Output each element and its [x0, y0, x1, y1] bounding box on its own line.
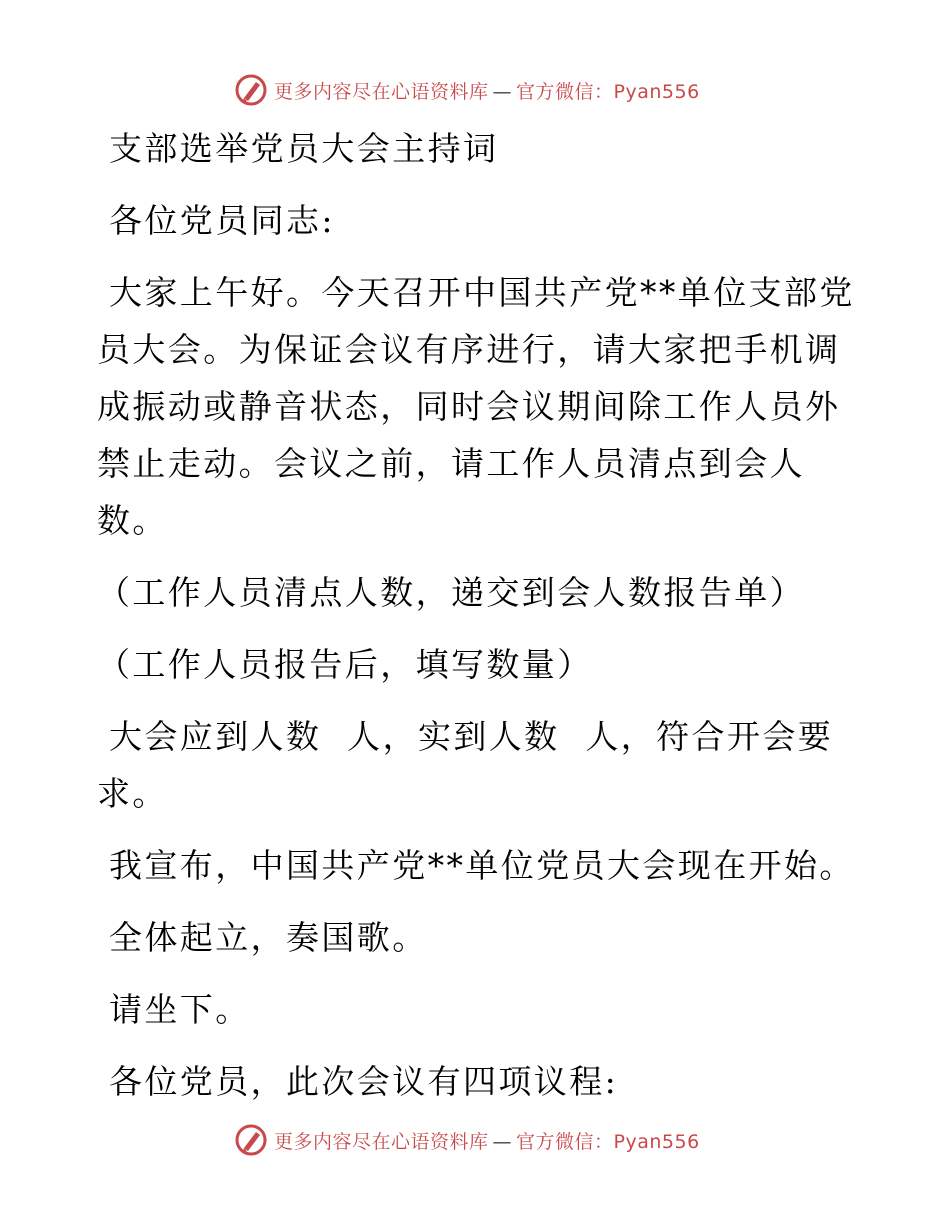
paragraph: 大家上午好。今天召开中国共产党**单位支部党员大会。为保证会议有序进行，请大家把手机调成振动或静音状态，同时会议期间除工作人员外禁止走动。会议之前，请工作人员清点到会人数。	[97, 273, 855, 540]
paragraph: 我宣布，中国共产党**单位党员大会现在开始。	[109, 846, 855, 885]
watermark-text: 更多内容尽在心语资料库 — 官方微信：Pyan556	[274, 1130, 700, 1153]
paragraph: 大会应到人数 人，实到人数 人，符合开会要求。	[97, 717, 834, 813]
footer-watermark	[234, 1122, 700, 1158]
pen-logo-icon	[234, 1123, 268, 1157]
paragraph: （工作人员报告后，填写数量）	[97, 645, 593, 684]
paragraph: 各位党员同志:	[109, 201, 335, 240]
paragraph: （工作人员清点人数，递交到会人数报告单）	[97, 573, 805, 612]
document-body	[97, 120, 867, 1125]
pen-logo-icon	[234, 73, 268, 107]
paragraph: 各位党员，此次会议有四项议程:	[109, 1062, 619, 1101]
paragraph: 请坐下。	[109, 990, 251, 1029]
document-title: 支部选举党员大会主持词	[109, 129, 499, 168]
paragraph: 全体起立，奏国歌。	[109, 918, 428, 957]
header-watermark	[234, 72, 700, 108]
watermark-text: 更多内容尽在心语资料库 — 官方微信：Pyan556	[274, 80, 700, 103]
